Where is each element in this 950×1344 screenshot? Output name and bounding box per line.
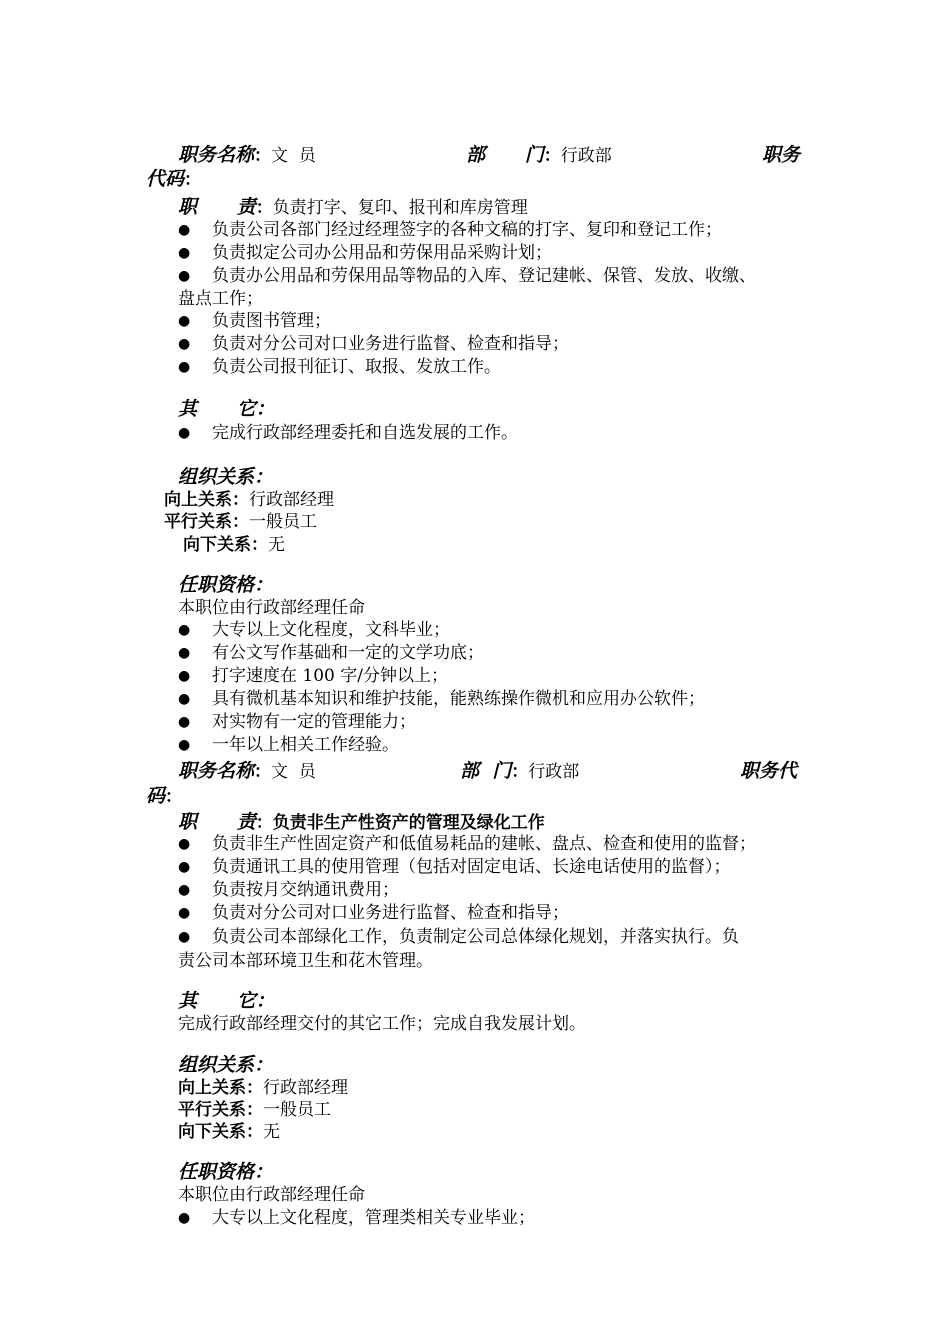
list-item: 大专以上文化程度，管理类相关专业毕业； <box>212 1208 535 1228</box>
duty-label: 职 责 <box>178 811 256 833</box>
bullet-icon: ● <box>178 905 191 921</box>
list-item-continuation: 盘点工作； <box>178 289 263 309</box>
up-relation-value: 行政部经理 <box>249 490 334 510</box>
other-heading: 其 它： <box>178 990 275 1012</box>
parallel-relation-label: 平行关系： <box>164 512 249 532</box>
job-code-row <box>146 168 201 191</box>
colon: ： <box>254 762 272 782</box>
list-item: 负责公司本部绿化工作，负责制定公司总体绿化规划，并落实执行。负 <box>212 927 739 947</box>
bullet-icon: ● <box>178 737 191 753</box>
org-heading: 组织关系： <box>178 466 274 488</box>
list-item: 打字速度在 100 字/分钟以上； <box>212 666 448 686</box>
bullet-icon: ● <box>178 836 191 852</box>
bullet-icon: ● <box>178 859 191 875</box>
list-item: 负责拟定公司办公用品和劳保用品采购计划； <box>212 243 552 263</box>
job-code-row <box>146 785 182 808</box>
colon: ： <box>255 813 273 833</box>
org-heading: 组织关系： <box>178 1054 274 1076</box>
bullet-icon: ● <box>178 929 191 945</box>
down-relation-label: 向下关系： <box>183 535 268 555</box>
list-item: 负责非生产性固定资产和低值易耗品的建帐、盘点、检查和使用的监督； <box>212 834 756 854</box>
list-item: 大专以上文化程度，文科毕业； <box>212 620 450 640</box>
up-relation-label: 向上关系： <box>164 490 249 510</box>
up-relation-label: 向上关系： <box>178 1078 263 1098</box>
bullet-icon: ● <box>178 691 191 707</box>
bullet-icon: ● <box>178 336 191 352</box>
parallel-relation-value: 一般员工 <box>263 1100 331 1120</box>
bullet-icon: ● <box>178 425 191 441</box>
duty-row <box>178 811 545 834</box>
parallel-relation-value: 一般员工 <box>249 512 317 532</box>
list-item: 负责办公用品和劳保用品等物品的入库、登记建帐、保管、发放、收缴、 <box>212 266 756 286</box>
qualification-heading: 任职资格： <box>178 574 274 596</box>
job-code-label-part1: 职务 <box>762 144 801 166</box>
list-item: 完成行政部经理委托和自选发展的工作。 <box>212 423 518 443</box>
bullet-icon: ● <box>178 222 191 238</box>
qualification-heading: 任职资格： <box>178 1161 274 1183</box>
up-relation-value: 行政部经理 <box>263 1078 348 1098</box>
job-title-value: 文 员 <box>271 762 316 782</box>
list-item: 负责公司各部门经过经理签字的各种文稿的打字、复印和登记工作； <box>212 220 722 240</box>
bullet-icon: ● <box>178 714 191 730</box>
bullet-icon: ● <box>178 882 191 898</box>
colon: ： <box>184 170 202 190</box>
up-relation <box>178 1077 348 1099</box>
job-code-label-part2: 代码 <box>146 168 185 190</box>
other-heading: 其 它： <box>178 398 275 420</box>
colon: ： <box>543 146 561 166</box>
down-relation-value: 无 <box>268 535 285 555</box>
bullet-icon: ● <box>178 313 191 329</box>
other-text: 完成行政部经理交付的其它工作；完成自我发展计划。 <box>178 1014 586 1034</box>
up-relation <box>164 489 334 511</box>
job-title-value: 文 员 <box>271 146 316 166</box>
down-relation-label: 向下关系： <box>178 1122 263 1142</box>
bullet-icon: ● <box>178 668 191 684</box>
job-title-label: 职务名称 <box>178 760 255 782</box>
job-title-row <box>178 144 316 167</box>
parallel-relation-label: 平行关系： <box>178 1100 263 1120</box>
job-title-row <box>178 760 316 783</box>
list-item: 负责通讯工具的使用管理（包括对固定电话、长途电话使用的监督）； <box>212 857 731 877</box>
parallel-relation <box>178 1099 331 1121</box>
colon: ： <box>255 198 273 218</box>
list-item: 对实物有一定的管理能力； <box>212 712 416 732</box>
list-item: 具有微机基本知识和维护技能，能熟练操作微机和应用办公软件； <box>212 689 705 709</box>
qualification-intro: 本职位由行政部经理任命 <box>178 598 365 618</box>
department-row <box>460 760 579 783</box>
bullet-icon: ● <box>178 268 191 284</box>
duty-summary: 负责打字、复印、报刊和库房管理 <box>272 198 528 218</box>
job-code-label-part2: 码 <box>146 785 166 807</box>
down-relation <box>183 534 285 556</box>
list-item-continuation: 责公司本部环境卫生和花木管理。 <box>178 951 433 971</box>
list-item: 负责对分公司对口业务进行监督、检查和指导； <box>212 903 569 923</box>
parallel-relation <box>164 511 317 533</box>
qualification-intro: 本职位由行政部经理任命 <box>178 1185 365 1205</box>
job-code-label-part1: 职务代 <box>740 760 798 782</box>
list-item: 负责图书管理； <box>212 311 331 331</box>
colon: ： <box>165 787 183 807</box>
list-item: 有公文写作基础和一定的文学功底； <box>212 643 484 663</box>
bullet-icon: ● <box>178 622 191 638</box>
down-relation-value: 无 <box>263 1122 280 1142</box>
duty-label: 职 责 <box>178 196 256 218</box>
department-value: 行政部 <box>560 146 612 166</box>
department-label: 部 门 <box>460 760 512 782</box>
duty-row <box>178 196 528 219</box>
department-row <box>466 144 612 167</box>
job-title-label: 职务名称 <box>178 144 255 166</box>
list-item: 负责对分公司对口业务进行监督、检查和指导； <box>212 334 569 354</box>
bullet-icon: ● <box>178 645 191 661</box>
list-item: 负责公司报刊征订、取报、发放工作。 <box>212 357 501 377</box>
list-item: 一年以上相关工作经验。 <box>212 735 399 755</box>
duty-summary: 负责非生产性资产的管理及绿化工作 <box>272 813 545 833</box>
list-item: 负责按月交纳通讯费用； <box>212 880 399 900</box>
bullet-icon: ● <box>178 359 191 375</box>
bullet-icon: ● <box>178 1210 191 1226</box>
down-relation <box>178 1121 280 1143</box>
colon: ： <box>511 762 529 782</box>
department-value: 行政部 <box>528 762 580 782</box>
department-label: 部 门 <box>466 144 544 166</box>
bullet-icon: ● <box>178 245 191 261</box>
colon: ： <box>254 146 272 166</box>
